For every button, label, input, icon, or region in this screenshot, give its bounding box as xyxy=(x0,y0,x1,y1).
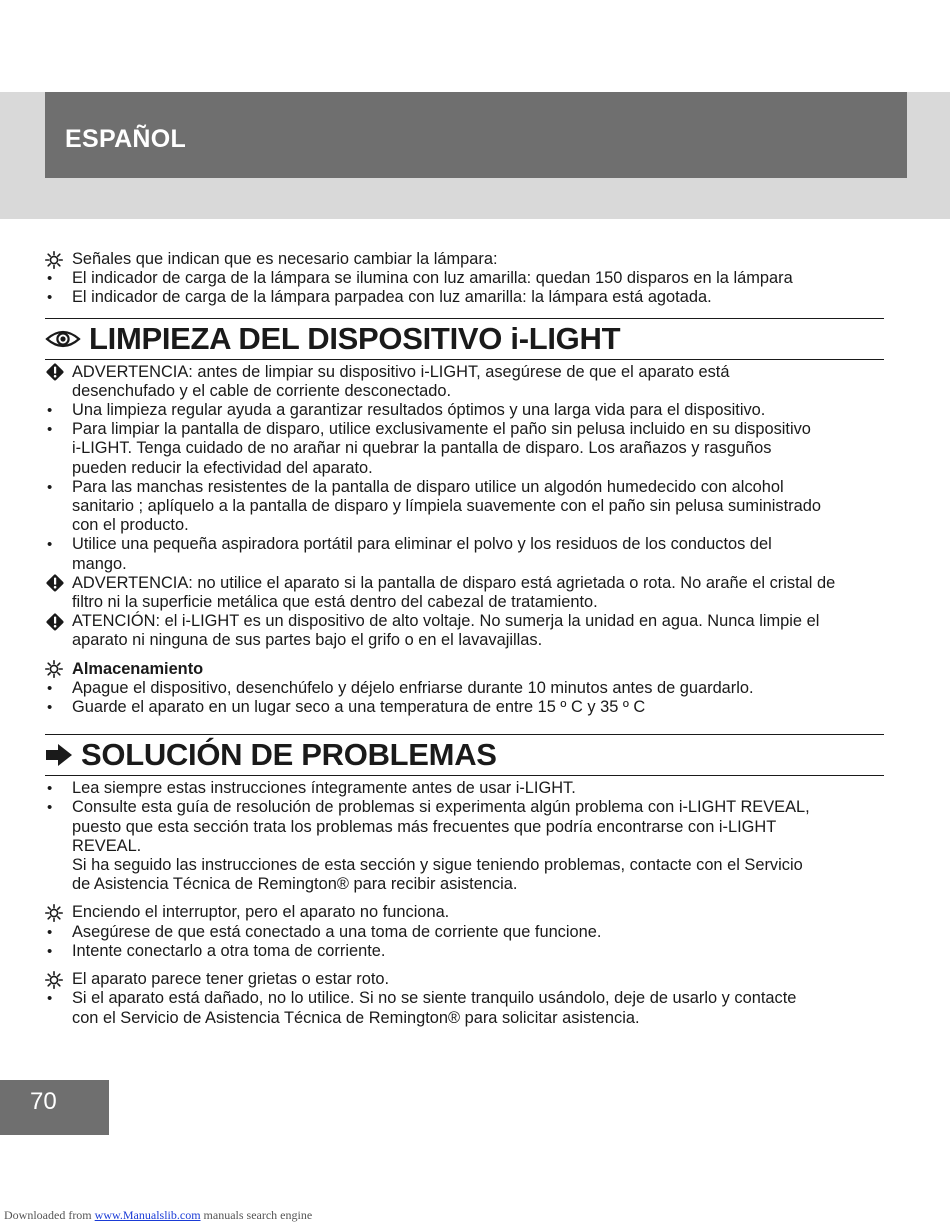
section-header-cleaning xyxy=(45,318,884,360)
bullet-icon: • xyxy=(47,421,53,439)
bullet-icon: • xyxy=(47,289,53,307)
page-number-box xyxy=(0,1080,109,1135)
list-item: • Asegúrese de que está conectado a una toma de corriente que funcione. xyxy=(47,922,602,941)
footer: Downloaded from www.Manualslib.com manuals search engine xyxy=(4,1208,313,1222)
bullet-icon: • xyxy=(47,923,53,941)
list-item: • Para las manchas resistentes de la pantalla de disparo utilice un algodón humedecido con alcohol sanitario ; aplíquelo a la pantalla de disparo y límpiela suavemente con el paño sin pelusa suministrado con el producto. xyxy=(47,477,821,535)
bullet-icon: • xyxy=(47,270,53,288)
bullet-icon: • xyxy=(47,698,53,716)
bullet-icon: • xyxy=(47,990,53,1008)
page-number: 70 xyxy=(30,1088,57,1115)
issue-heading: El aparato parece tener grietas o estar roto. xyxy=(45,970,895,989)
page-content xyxy=(45,250,895,1028)
warning-item: ADVERTENCIA: antes de limpiar su dispositivo i-LIGHT, asegúrese de que el aparato está desenchufado y el cable de corriente desconectado. xyxy=(45,363,895,401)
language-title: ESPAÑOL xyxy=(65,125,187,153)
bullet-icon: • xyxy=(47,942,53,960)
warning-icon xyxy=(45,574,67,593)
eye-icon xyxy=(45,327,81,356)
header-band xyxy=(0,92,950,219)
bullet-icon: • xyxy=(47,536,53,554)
issue-heading: Enciendo el interruptor, pero el aparato no funciona. xyxy=(45,903,895,922)
section-title: SOLUCIÓN DE PROBLEMAS xyxy=(81,737,497,773)
section-title: LIMPIEZA DEL DISPOSITIVO i-LIGHT xyxy=(89,320,621,356)
warning-item: ADVERTENCIA: no utilice el aparato si la pantalla de disparo está agrietada o rota. No arañe el cristal de filtro ni la superficie metálica que está dentro del cabezal de tratamiento. xyxy=(45,574,895,612)
list-item: • Apague el dispositivo, desenchúfelo y déjelo enfriarse durante 10 minutos antes de guardarlo. xyxy=(47,678,754,697)
warning-icon xyxy=(45,363,67,382)
tip-lamp-replacement: Señales que indican que es necesario cambiar la lámpara: xyxy=(45,250,895,269)
sun-icon xyxy=(45,250,67,269)
list-item: • El indicador de carga de la lámpara se ilumina con luz amarilla: quedan 150 disparos en la lámpara xyxy=(47,269,793,288)
list-item: • El indicador de carga de la lámpara parpadea con luz amarilla: la lámpara está agotada. xyxy=(47,288,712,307)
header-bar xyxy=(45,92,907,178)
storage-heading: Almacenamiento xyxy=(45,660,895,679)
list-item: • Una limpieza regular ayuda a garantizar resultados óptimos y una larga vida para el dispositivo. xyxy=(47,401,766,420)
bullet-icon: • xyxy=(47,780,53,798)
list-item: • Guarde el aparato en un lugar seco a una temperatura de entre 15 º C y 35 º C xyxy=(47,698,646,717)
warning-item: ATENCIÓN: el i-LIGHT es un dispositivo de alto voltaje. No sumerja la unidad en agua. Nunca limpie el aparato ni ninguna de sus partes bajo el grifo o en el lavavajillas. xyxy=(45,612,895,650)
list-item: • Lea siempre estas instrucciones íntegramente antes de usar i-LIGHT. xyxy=(47,779,576,798)
list-item: • Utilice una pequeña aspiradora portátil para eliminar el polvo y los residuos de los conductos del mango. xyxy=(47,535,772,573)
arrow-right-icon xyxy=(45,743,73,772)
bullet-icon: • xyxy=(47,799,53,817)
section-header-troubleshooting xyxy=(45,734,884,776)
list-item: • Si el aparato está dañado, no lo utilice. Si no se siente tranquilo usándolo, deje de usarlo y contacte con el Servicio de Asistencia Técnica de Remington® para solicitar asistencia. xyxy=(47,989,797,1027)
sun-icon xyxy=(45,660,67,679)
sun-icon xyxy=(45,903,67,922)
manualslib-link[interactable]: www.Manualslib.com xyxy=(94,1208,201,1222)
bullet-icon: • xyxy=(47,478,53,496)
sun-icon xyxy=(45,970,67,989)
bullet-icon: • xyxy=(47,401,53,419)
list-item: • Para limpiar la pantalla de disparo, utilice exclusivamente el paño sin pelusa incluido en su dispositivo i-LIGHT. Tenga cuidado de no arañar ni quebrar la pantalla de disparo. Los arañazos y rasguños pueden reducir la efectividad del aparato. xyxy=(47,420,811,477)
bullet-icon: • xyxy=(47,679,53,697)
list-item: • Intente conectarlo a otra toma de corriente. xyxy=(47,941,386,960)
list-item: • Consulte esta guía de resolución de problemas si experimenta algún problema con i-LIGHT REVEAL, puesto que esta sección trata los problemas más frecuentes que podría encontrarse con i-LIGHT REVEAL. Si ha seguido las instrucciones de esta sección y sigue teniendo problemas, contacte con el Servicio de Asistencia Técnica de Remington® para recibir asistencia. xyxy=(47,798,810,894)
warning-icon xyxy=(45,612,67,631)
